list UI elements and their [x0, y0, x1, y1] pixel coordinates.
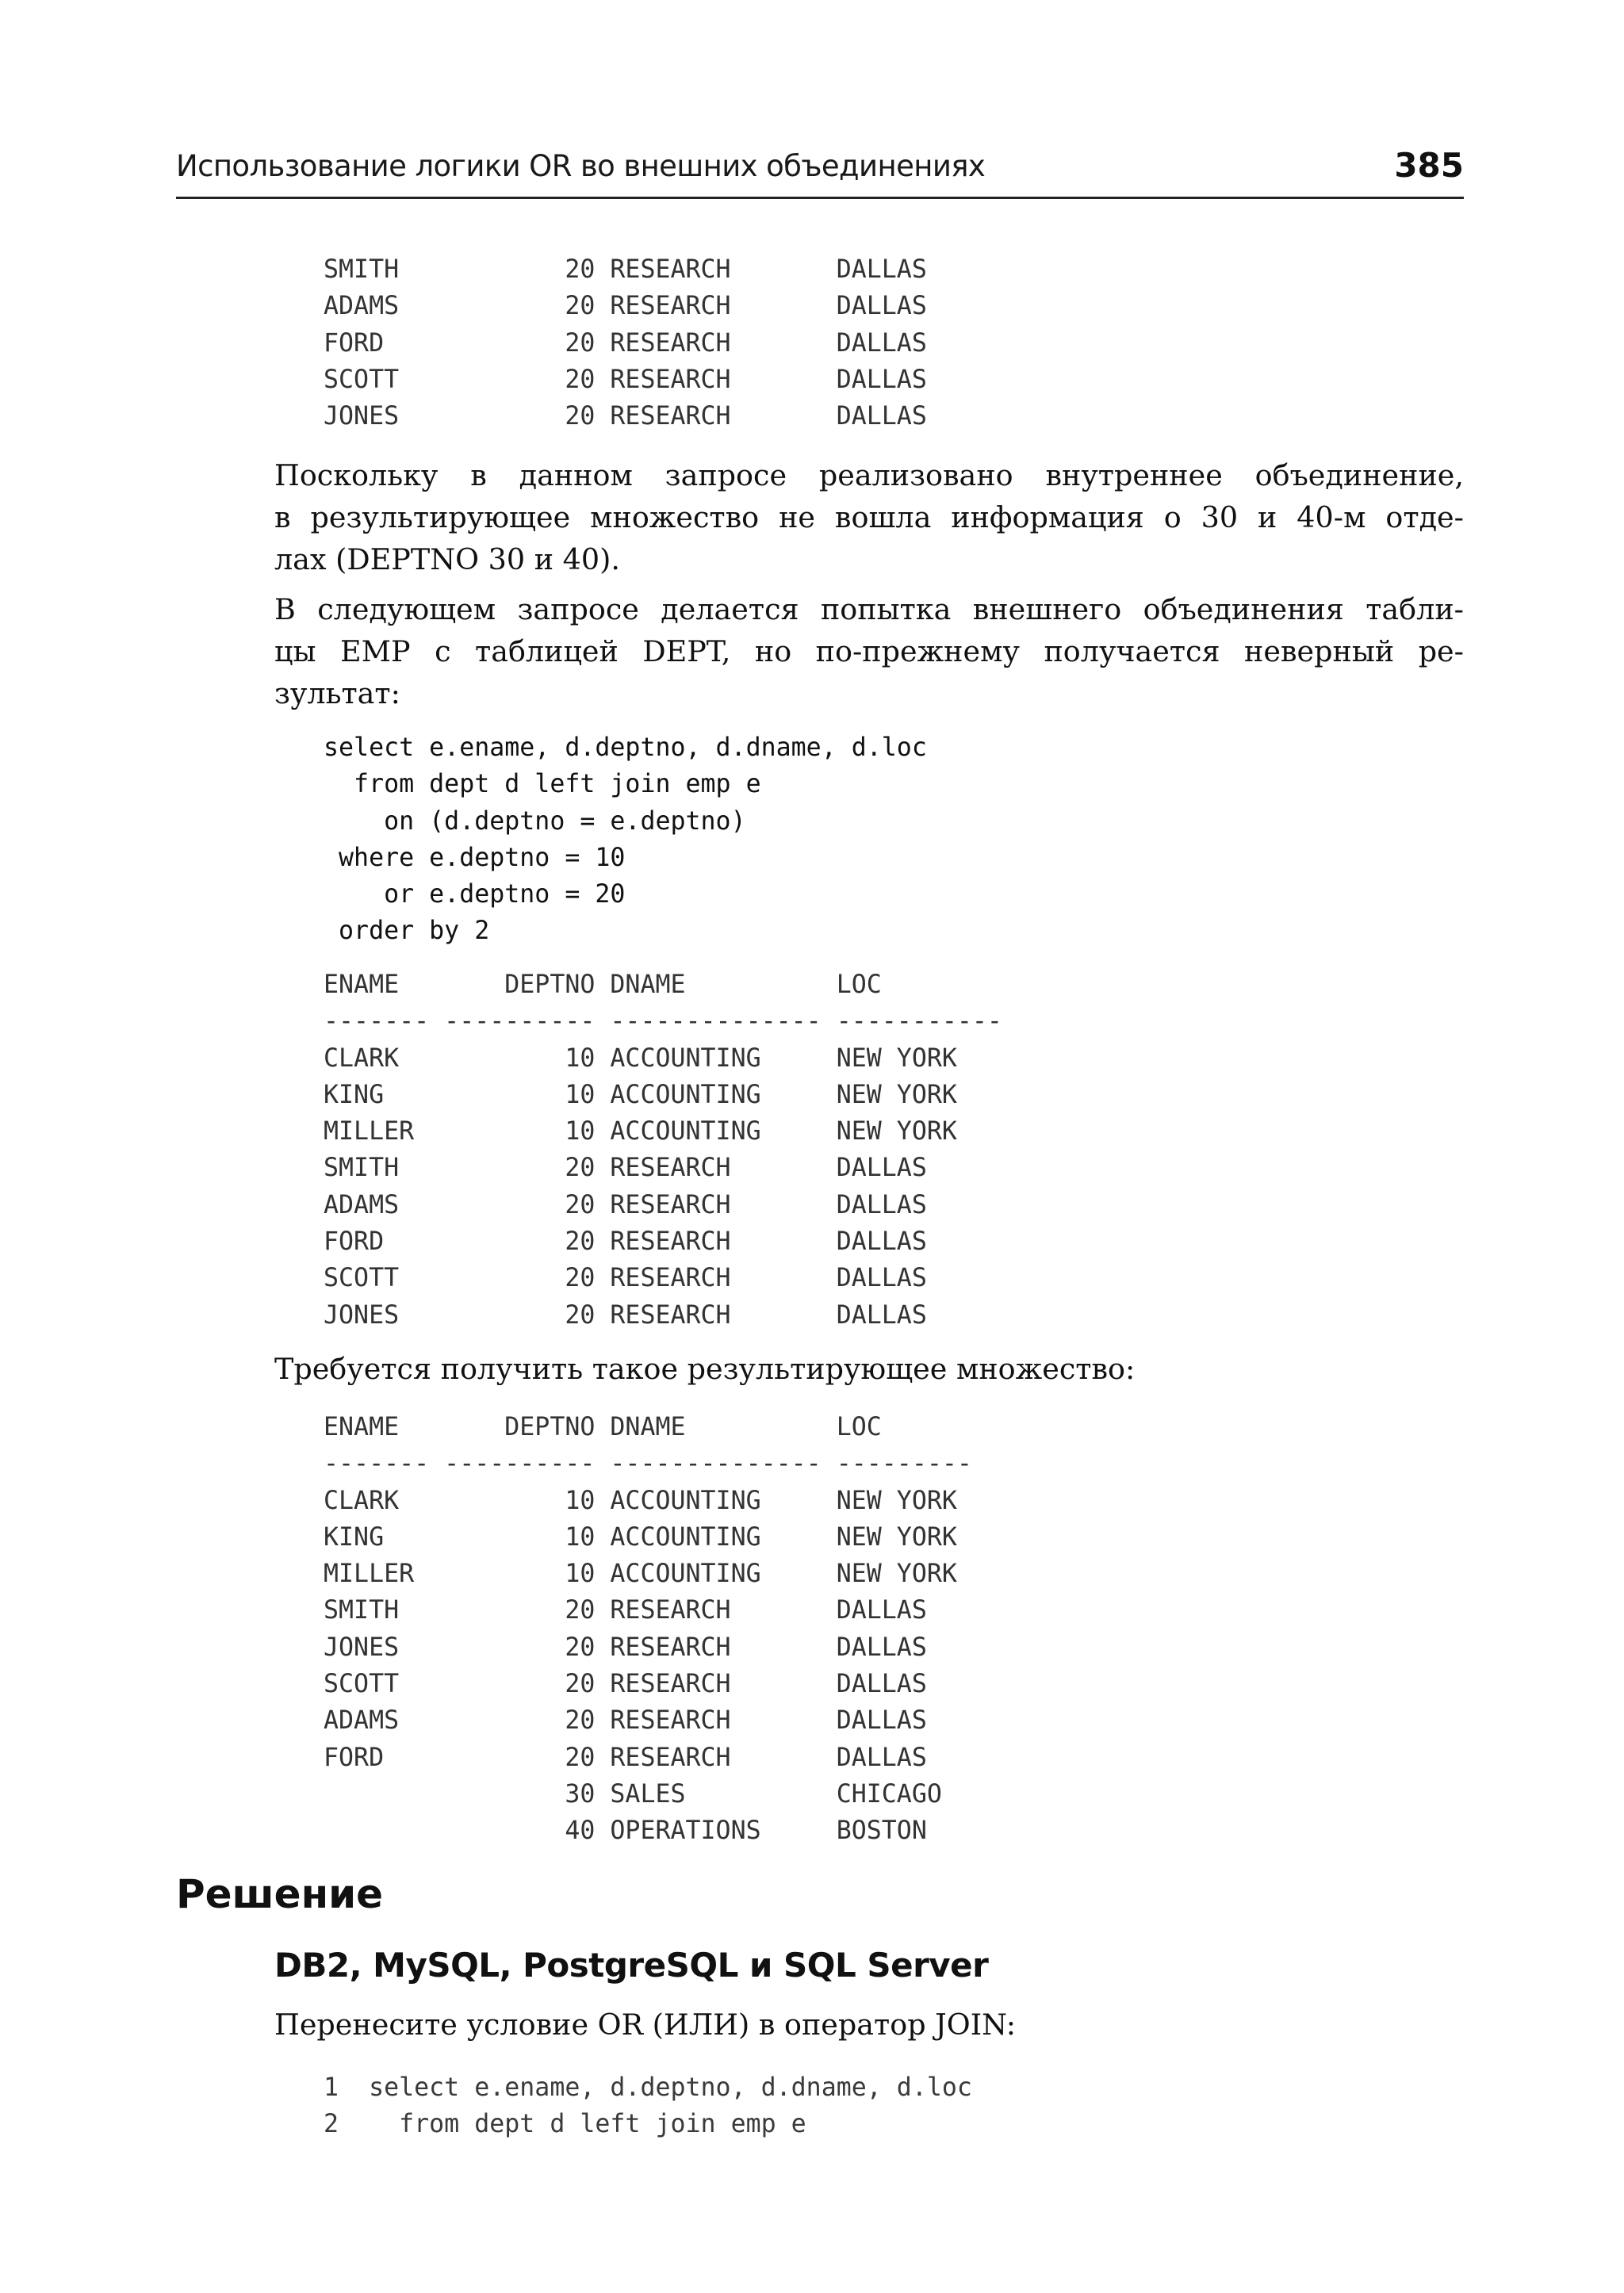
sql-query-outer-join: select e.ename, d.deptno, d.dname, d.loc from dept d left join emp e on (d.deptno = e.deptno) where e.deptno = 10 or e.deptno = 20 order by 2 — [324, 733, 927, 946]
table-row: SCOTT 20 RESEARCH DALLAS — [324, 365, 927, 394]
table-row: SCOTT 20 RESEARCH DALLAS — [324, 1670, 927, 1699]
table-separator: ------- ---------- -------------- ----------- — [324, 1007, 1002, 1036]
table-row: 30 SALES CHICAGO — [324, 1779, 942, 1809]
table-row: ADAMS 20 RESEARCH DALLAS — [324, 1706, 927, 1736]
table-row: JONES 20 RESEARCH DALLAS — [324, 402, 927, 431]
table-separator: ------- ---------- -------------- --------- — [324, 1449, 972, 1479]
paragraph-inner-join-explanation: Поскольку в данном запросе реализовано внутреннее объединение, в результирующее множество не вошла информация о 30 и 40-м отде- лах (DEPTNO 30 и 40). — [274, 458, 1464, 576]
wrong-result-table — [324, 967, 1002, 1334]
table-row: SCOTT 20 RESEARCH DALLAS — [324, 1264, 927, 1293]
desired-result-table — [324, 1409, 972, 1850]
table-row: CLARK 10 ACCOUNTING NEW YORK — [324, 1043, 957, 1073]
section-heading-solution: Решение — [176, 1871, 384, 1917]
table-row: ADAMS 20 RESEARCH DALLAS — [324, 1190, 927, 1219]
table-row: 40 OPERATIONS BOSTON — [324, 1816, 927, 1846]
paragraph-desired-result: Требуется получить такое результирующее множество: — [274, 1352, 1136, 1386]
table-row: SMITH 20 RESEARCH DALLAS — [324, 1596, 927, 1625]
table-header: ENAME DEPTNO DNAME LOC — [324, 1413, 882, 1441]
running-title: Использование логики OR во внешних объединениях — [176, 149, 986, 183]
table-row: SMITH 20 RESEARCH DALLAS — [324, 255, 927, 284]
table-row: JONES 20 RESEARCH DALLAS — [324, 1633, 927, 1662]
table-row: FORD 20 RESEARCH DALLAS — [324, 1743, 927, 1772]
paragraph-solution-intro: Перенесите условие OR (ИЛИ) в оператор JOIN: — [274, 2008, 1017, 2042]
table-row: KING 10 ACCOUNTING NEW YORK — [324, 1522, 957, 1552]
table-row: MILLER 10 ACCOUNTING NEW YORK — [324, 1560, 957, 1589]
table-row: ADAMS 20 RESEARCH DALLAS — [324, 292, 927, 321]
table-row: CLARK 10 ACCOUNTING NEW YORK — [324, 1486, 957, 1515]
paragraph-outer-join-attempt: В следующем запросе делается попытка внешнего объединения табли- цы EMP с таблицей DEPT, но по-прежнему получается неверный ре- зультат: — [274, 592, 1464, 710]
table-header: ENAME DEPTNO DNAME LOC — [324, 970, 882, 999]
table-row: JONES 20 RESEARCH DALLAS — [324, 1300, 927, 1330]
table-row: FORD 20 RESEARCH DALLAS — [324, 1227, 927, 1257]
page-number: 385 — [1394, 146, 1464, 185]
table-row: MILLER 10 ACCOUNTING NEW YORK — [324, 1117, 957, 1146]
subsection-heading-db2-mysql: DB2, MySQL, PostgreSQL и SQL Server — [274, 1946, 989, 1985]
inner-join-result-continuation — [324, 251, 927, 434]
solution-code-listing: 1 select e.ename, d.deptno, d.dname, d.loc 2 from dept d left join emp e — [324, 2073, 972, 2139]
table-row: SMITH 20 RESEARCH DALLAS — [324, 1154, 927, 1183]
running-header — [176, 147, 1464, 199]
table-row: KING 10 ACCOUNTING NEW YORK — [324, 1080, 957, 1109]
table-row: FORD 20 RESEARCH DALLAS — [324, 328, 927, 358]
